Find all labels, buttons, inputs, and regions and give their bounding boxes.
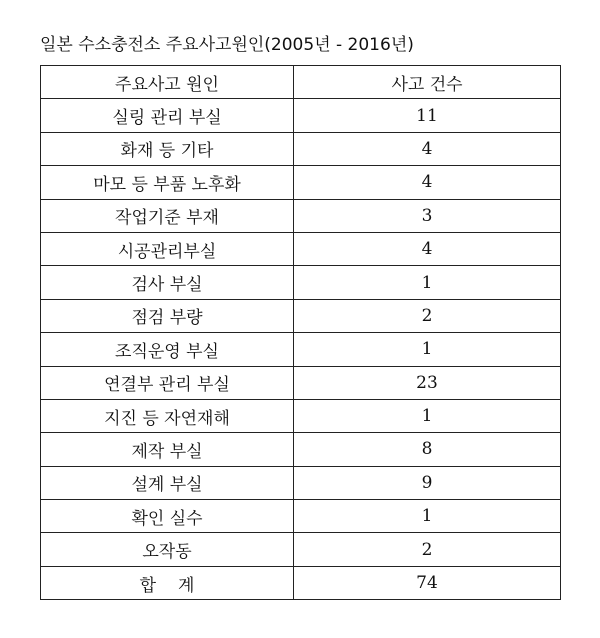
cause-cell: 실링 관리 부실 [41,99,294,132]
cause-cell: 설계 부실 [41,466,294,499]
table-row [41,500,561,533]
table-row [41,433,561,466]
table-row [41,199,561,232]
count-cell: 4 [294,232,561,265]
cause-cell: 연결부 관리 부실 [41,366,294,399]
table-row [41,266,561,299]
total-label-cell [41,566,294,599]
table-row [41,533,561,566]
total-count-cell: 74 [294,566,561,599]
count-cell: 3 [294,199,561,232]
count-cell: 2 [294,533,561,566]
table-row [41,166,561,199]
cause-cell: 확인 실수 [41,500,294,533]
count-cell: 11 [294,99,561,132]
table-row [41,232,561,265]
total-label: 합계 [139,575,217,596]
accident-cause-table [40,65,561,600]
cause-cell: 마모 등 부품 노후화 [41,166,294,199]
header-count: 사고 건수 [294,66,561,99]
table-row [41,99,561,132]
count-cell: 23 [294,366,561,399]
count-cell: 8 [294,433,561,466]
cause-cell: 지진 등 자연재해 [41,399,294,432]
total-row [41,566,561,599]
count-cell: 1 [294,266,561,299]
count-cell: 1 [294,500,561,533]
cause-cell: 오작동 [41,533,294,566]
count-cell: 4 [294,166,561,199]
count-cell: 2 [294,299,561,332]
count-cell: 1 [294,399,561,432]
count-cell: 9 [294,466,561,499]
cause-cell: 점검 부량 [41,299,294,332]
table-row [41,132,561,165]
table-header-row [41,66,561,99]
count-cell: 4 [294,132,561,165]
count-cell: 1 [294,333,561,366]
table-row [41,366,561,399]
cause-cell: 검사 부실 [41,266,294,299]
document-caption: 일본 수소충전소 주요사고원인(2005년 - 2016년) [40,35,414,55]
cause-cell: 작업기준 부재 [41,199,294,232]
table-row [41,466,561,499]
cause-cell: 시공관리부실 [41,232,294,265]
table-row [41,299,561,332]
cause-cell: 조직운영 부실 [41,333,294,366]
header-cause: 주요사고 원인 [41,66,294,99]
table-row [41,399,561,432]
cause-cell: 제작 부실 [41,433,294,466]
cause-cell: 화재 등 기타 [41,132,294,165]
table-row [41,333,561,366]
